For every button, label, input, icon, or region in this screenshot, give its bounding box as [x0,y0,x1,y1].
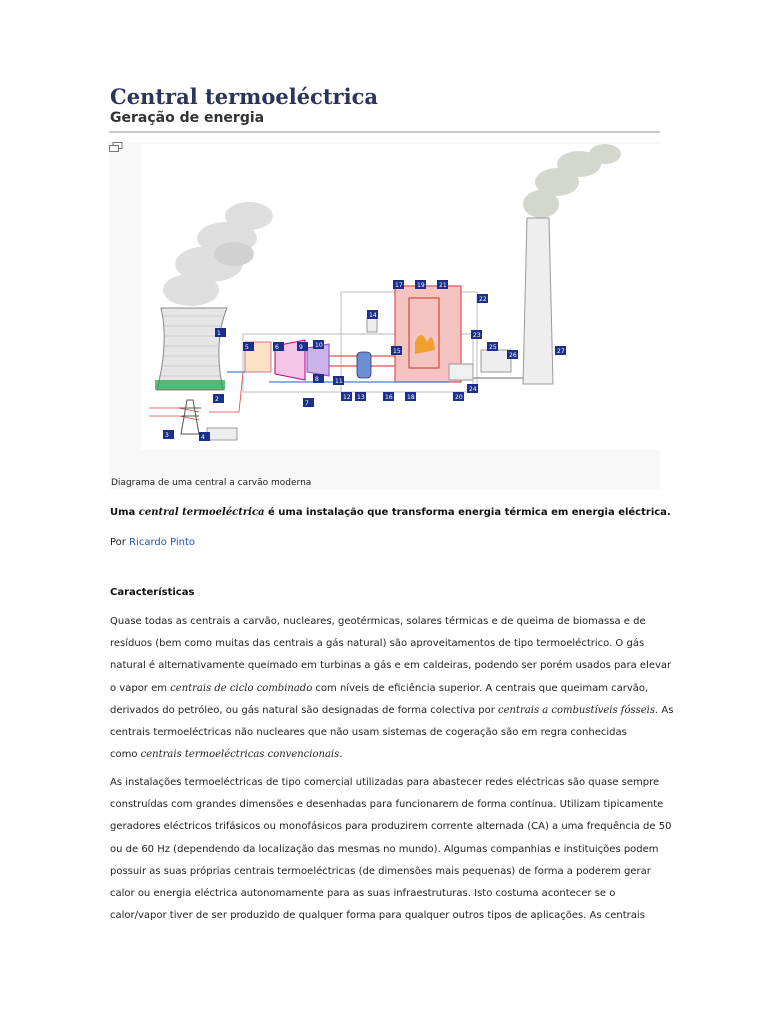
figure-caption: Diagrama de uma central a carvão moderna [111,478,312,488]
deaerator [357,352,371,378]
electrostatic-precipitator [481,350,511,372]
svg-text:9: 9 [299,344,303,351]
lead-text-end: é uma instalação que transforma energia térmica em energia eléctrica. [264,507,671,518]
svg-text:6: 6 [275,344,279,351]
title-divider [109,131,660,133]
svg-text:21: 21 [439,282,447,289]
svg-text:14: 14 [369,312,377,319]
svg-text:5: 5 [245,344,249,351]
page-title: Central termoeléctrica [110,84,378,109]
lead-text-start: Uma [110,507,139,518]
paragraph-line: o vapor em centrais de ciclo combinado com níveis de eficiência superior. A centrais que queimam carvão, [110,682,649,694]
coal-hopper [367,318,377,332]
diagram-figure [109,142,660,489]
svg-text:20: 20 [455,394,463,401]
svg-text:27: 27 [557,348,565,355]
chimney-stack [523,218,553,384]
svg-text:3: 3 [165,432,169,439]
byline [110,537,195,548]
svg-text:18: 18 [407,394,415,401]
enlarge-icon[interactable] [109,142,123,152]
paragraph-line: calor/vapor tiver de ser produzido de qualquer forma para qualquer outros tipos de aplicações. As centrais [110,910,645,922]
svg-text:25: 25 [489,344,497,351]
paragraph-2 [110,772,672,927]
svg-text:19: 19 [417,282,425,289]
svg-text:11: 11 [335,378,343,385]
cooling-tower-base [155,380,225,390]
svg-text:22: 22 [479,296,487,303]
lead-sentence [110,507,671,518]
page-subtitle: Geração de energia [110,110,265,126]
power-plant-diagram[interactable] [109,142,660,452]
paragraph-line: construídas com grandes dimensões e desenhadas para funcionarem de forma contínua. Utilizam tipicamente [110,799,664,811]
paragraph-line: geradores eléctricos trifásicos ou monofásicos para produzirem corrente alternada (CA) a uma frequência de 50 [110,821,672,833]
term-conventional: centrais termoeléctricas convencionais [140,749,340,761]
byline-prefix: Por [110,537,130,548]
svg-text:26: 26 [509,352,517,359]
transformer [207,428,237,440]
svg-text:12: 12 [343,394,351,401]
svg-text:16: 16 [385,394,393,401]
svg-text:13: 13 [357,394,365,401]
paragraph-line: natural é alternativamente queimado em turbinas a gás e em caldeiras, podendo ser porém usados para elevar [110,660,672,672]
svg-text:2: 2 [215,396,219,403]
svg-text:7: 7 [305,400,309,407]
author-link[interactable]: Ricardo Pinto [129,537,195,548]
paragraph-1 [110,611,674,766]
svg-text:23: 23 [473,332,481,339]
paragraph-line: como centrais termoeléctricas convencionais. [110,749,343,761]
paragraph-line: centrais termoeléctricas não nucleares que não usam sistemas de cogeração são em regra conhecidas [110,727,627,739]
paragraph-line: derivados do petróleo, ou gás natural são designadas de forma colectiva por centrais a combustíveis fósseis. As [110,704,674,716]
lead-term: central termoeléctrica [138,507,265,518]
svg-text:15: 15 [393,348,401,355]
svg-text:10: 10 [315,342,323,349]
paragraph-line: resíduos (bem como muitas das centrais a gás natural) são aproveitamentos de tipo termoeléctrico. O gás [110,638,645,650]
term-combined-cycle: centrais de ciclo combinado [170,682,313,694]
svg-text:17: 17 [395,282,403,289]
air-preheater [449,364,473,380]
svg-text:4: 4 [201,434,205,441]
term-fossil-fuel: centrais a combustíveis fósseis [498,704,656,716]
paragraph-line: Quase todas as centrais a carvão, nucleares, geotérmicas, solares térmicas e de queima de biomassa e de [110,616,646,627]
paragraph-line: ou de 60 Hz (dependendo da localização das mesmas no mundo). Algumas companhias e instituições podem [110,843,659,855]
cooling-tower [157,308,227,390]
svg-text:24: 24 [469,386,477,393]
paragraph-line: calor ou energia eléctrica autonomamente para as suas infraestruturas. Isto costuma acontecer se o [110,888,616,900]
section-heading: Características [110,587,195,598]
paragraph-line: possuir as suas próprias centrais termoeléctricas (de dimensões mais pequenas) de forma a poderem gerar [110,865,651,877]
paragraph-line: As instalações termoeléctricas de tipo comercial utilizadas para abastecer redes eléctricas são quase sempre [110,777,660,788]
svg-text:8: 8 [315,376,319,383]
svg-text:1: 1 [217,330,221,337]
